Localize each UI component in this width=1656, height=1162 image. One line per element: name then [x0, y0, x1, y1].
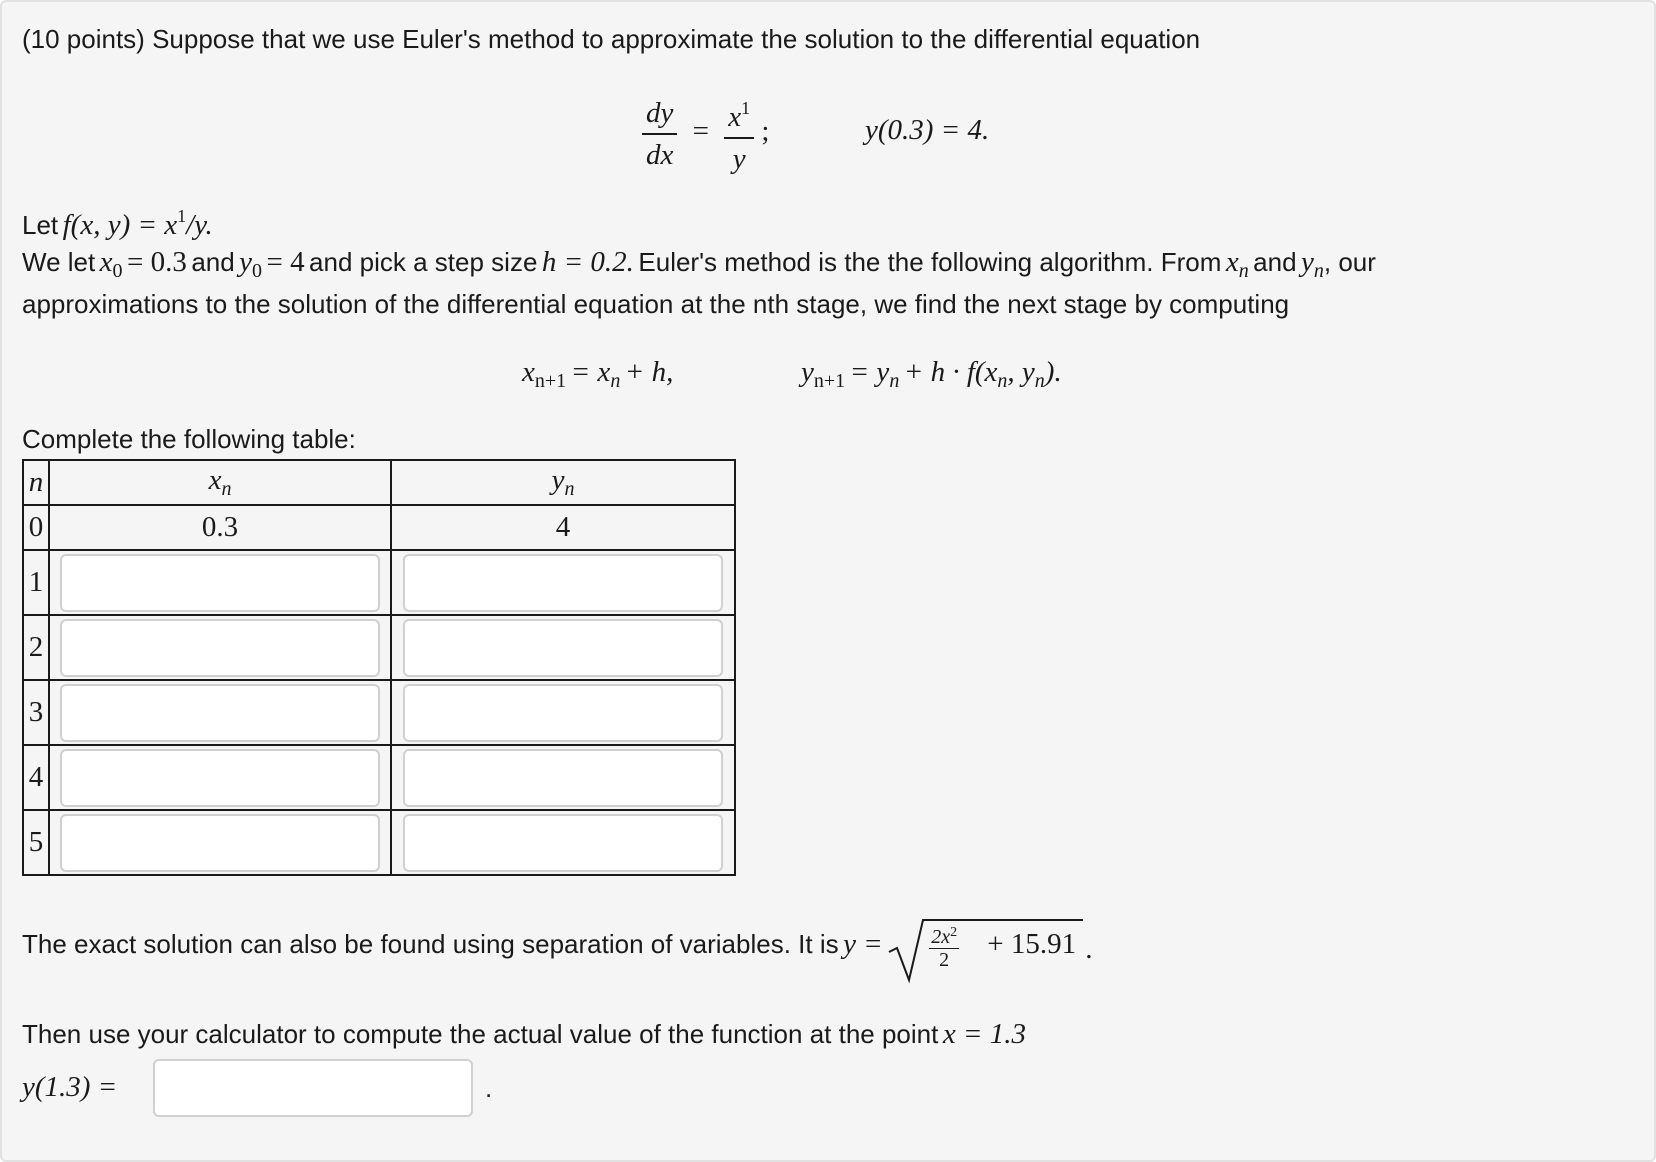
y4-input[interactable] [403, 749, 723, 807]
y5-input[interactable] [403, 814, 723, 872]
table-prompt: Complete the following table: [22, 424, 356, 454]
let-definition: Let f(x, y) = x1/y. [22, 206, 213, 241]
euler-table [22, 459, 736, 876]
header-n: n [23, 460, 49, 505]
sqrt-expression [887, 914, 1087, 984]
setup-line: We let x0 = 0.3 and y0 = 4 and pick a step size h = 0.2. Euler's method is the the following algorithm. From xn and yn, our [22, 246, 1376, 282]
row-index: 3 [23, 680, 49, 745]
x1-input[interactable] [60, 554, 380, 612]
x4-input[interactable] [60, 749, 380, 807]
x5-input[interactable] [60, 814, 380, 872]
x3-input[interactable] [60, 684, 380, 742]
row-index: 4 [23, 745, 49, 810]
y3-input[interactable] [403, 684, 723, 742]
x2-input[interactable] [60, 619, 380, 677]
recurrence-x: xn+1 = xn + h, [522, 356, 674, 392]
answer-label: y(1.3) = [22, 1071, 118, 1103]
header-xn: $x_n$ [49, 460, 391, 505]
row-index: 0 [23, 505, 49, 550]
exact-solution-line: The exact solution can also be found using separation of variables. It is y = $2x^2$ 2 + 15.91 . [22, 914, 1092, 984]
table-row [23, 505, 735, 550]
rhs-fraction: $\frac{x^1}{y}$ [724, 88, 754, 179]
row-index: 5 [23, 810, 49, 875]
table-header-row [23, 460, 735, 505]
sqrt-fraction: $2x^2$ 2 [929, 922, 959, 971]
setup-line-2: approximations to the solution of the differential equation at the nth stage, we find the next stage by computing [22, 289, 1290, 319]
dy-dx-fraction: $\frac{dy}{dx}$ [642, 93, 677, 175]
answer-period: . [485, 1073, 493, 1103]
initial-condition: y(0.3) = 4. [865, 114, 990, 146]
table-row [23, 745, 735, 810]
recurrence-y: yn+1 = yn + h · f(xn, yn). [801, 356, 1062, 392]
ode-display: $\frac{dy}{dx}$ = $\frac{x^1}{y}$ ; [642, 88, 769, 179]
table-row [23, 810, 735, 875]
row-index: 1 [23, 550, 49, 615]
y2-input[interactable] [403, 619, 723, 677]
sqrt-constant: + 15.91 [987, 928, 1077, 960]
y0-value: 4 [391, 505, 735, 550]
row-index: 2 [23, 615, 49, 680]
table-row [23, 680, 735, 745]
table-row [23, 550, 735, 615]
x0-value: 0.3 [49, 505, 391, 550]
y1-input[interactable] [403, 554, 723, 612]
header-yn: $y_n$ [391, 460, 735, 505]
answer-input[interactable] [153, 1059, 473, 1117]
table-row [23, 615, 735, 680]
final-prompt: Then use your calculator to compute the actual value of the function at the point x = 1.3 [22, 1018, 1027, 1050]
problem-intro: (10 points) Suppose that we use Euler's method to approximate the solution to the differential equation [22, 24, 1201, 54]
